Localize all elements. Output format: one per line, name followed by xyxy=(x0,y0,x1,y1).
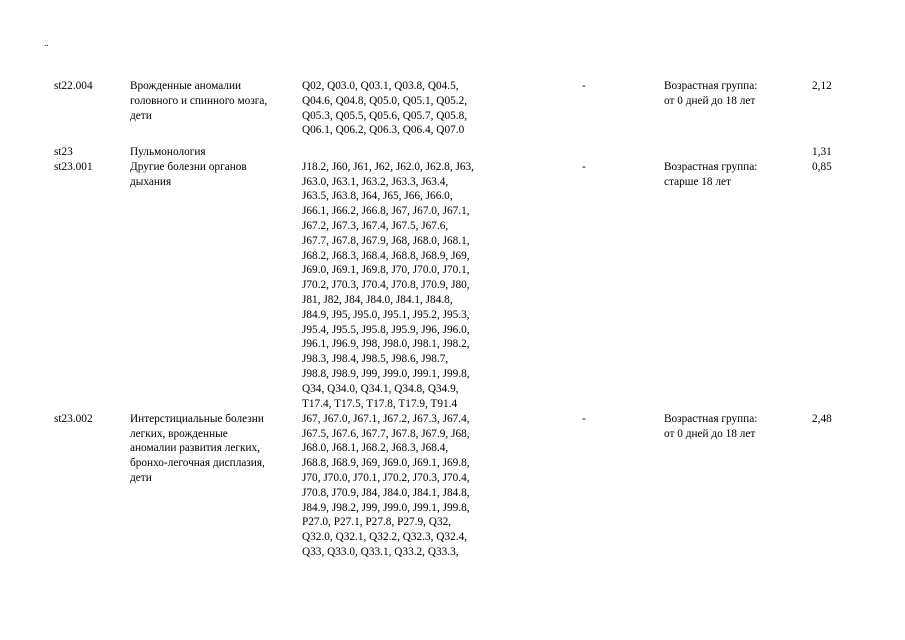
row-mkb-codes: Q02, Q03.0, Q03.1, Q03.8, Q04.5, Q04.6, Q04.8, Q05.0, Q05.1, Q05.2, Q05.3, Q05.5, Q05.6, Q05.7, Q05.8, Q06.1, Q06.2, Q06.3, Q06.4, Q07.0 xyxy=(302,80,468,137)
row-coefficient: 2,12 xyxy=(812,80,832,92)
row-mkb-codes: J67, J67.0, J67.1, J67.2, J67.3, J67.4, J67.5, J67.6, J67.7, J67.8, J67.9, J68, J68.0, J68.1, J68.2, J68.3, J68.4, J68.8, J68.9, J69, J69.0, J69.1, J69.8, J70, J70.0, J70.1, J70.2, J70.3, J70.4, J70.8, J70.9, J84, J84.0, J84.1, J84.8, J84.9, J98.2, J99, J99.0, J99.1, J99.8, P27.0, P27.1, P27.8, P27.9, Q32, Q32.0, Q32.1, Q32.2, Q32.3, Q32.4, Q33, Q33.0, Q33.1, Q33.2, Q33.3, xyxy=(302,412,470,558)
row-other-criteria: Возрастная группа: от 0 дней до 18 лет xyxy=(664,412,758,440)
row-name: Пульмонология xyxy=(130,146,206,158)
row-mkb-codes: J18.2, J60, J61, J62, J62.0, J62.8, J63, J63.0, J63.1, J63.2, J63.3, J63.4, J63.5, J63.8, J64, J65, J66, J66.0, J66.1, J66.2, J66.8, J67, J67.0, J67.1, J67.2, J67.3, J67.4, J67.5, J67.6, J67.7, J67.8, J67.9, J68, J68.0, J68.1, J68.2, J68.3, J68.4, J68.8, J68.9, J69, J69.0, J69.1, J69.8, J70, J70.0, J70.1, J70.2, J70.3, J70.4, J70.8, J70.9, J80, J81, J82, J84, J84.0, J84.1, J84.8, J84.9, J95, J95.0, J95.1, J95.2, J95.3, J95.4, J95.5, J95.8, J95.9, J96, J96.0, J96.1, J96.9, J98, J98.0, J98.1, J98.2, J98.3, J98.4, J98.5, J98.6, J98.7, J98.8, J98.9, J99, J99.0, J99.1, J99.8, Q34, Q34.0, Q34.1, Q34.8, Q34.9, T17.4, T17.5, T17.8, T17.9, T91.4 xyxy=(302,160,474,410)
table-row xyxy=(54,79,844,145)
row-other-criteria: Возрастная группа: старше 18 лет xyxy=(664,160,758,188)
row-name: Врожденные аномалии головного и спинного мозга, дети xyxy=(130,80,268,122)
row-other-criteria: Возрастная группа: от 0 дней до 18 лет xyxy=(664,80,758,107)
table-row xyxy=(54,145,844,160)
row-code: st23.001 xyxy=(54,160,93,173)
row-code: st23.002 xyxy=(54,412,93,425)
row-name: Интерстициальные болезни легких, врожденные аномалии развития легких, бронхо-легочная дисплазия, дети xyxy=(130,412,265,484)
row-extra-criteria: - xyxy=(582,412,586,425)
row-name: Другие болезни органов дыхания xyxy=(130,160,247,188)
row-code: st23 xyxy=(54,146,73,158)
row-extra-criteria: - xyxy=(582,80,586,92)
table-row xyxy=(54,412,844,562)
row-coefficient: 1,31 xyxy=(812,146,832,158)
table-row xyxy=(54,160,844,412)
ksg-table xyxy=(54,79,844,562)
page-marker: .. xyxy=(44,38,49,48)
row-coefficient: 2,48 xyxy=(812,412,832,425)
row-coefficient: 0,85 xyxy=(812,160,832,173)
row-code: st22.004 xyxy=(54,80,93,92)
row-extra-criteria: - xyxy=(582,160,586,173)
